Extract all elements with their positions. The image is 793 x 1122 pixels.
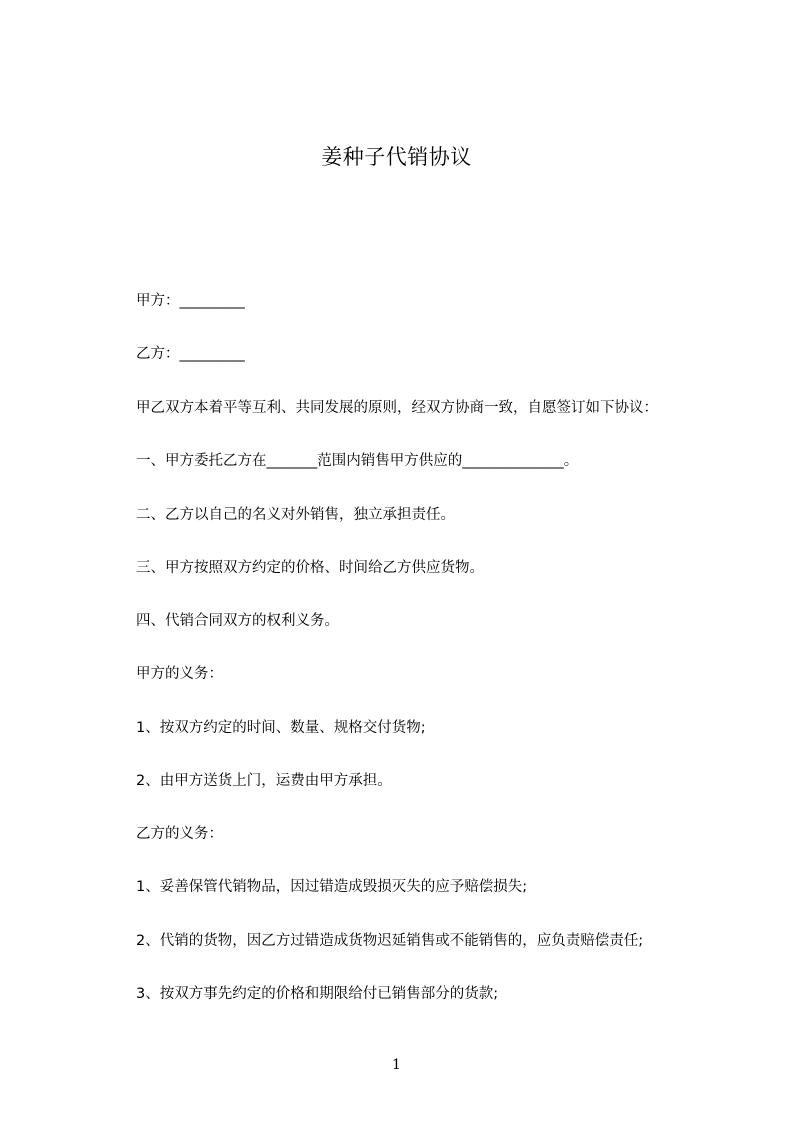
party-b-obligation-3: 3、按双方事先约定的价格和期限给付已销售部分的货款;	[136, 986, 499, 1002]
party-b-obligations-heading: 乙方的义务：	[136, 826, 223, 842]
page-number: 1	[392, 1057, 401, 1073]
preamble-paragraph: 甲乙双方本着平等互利、共同发展的原则，经双方协商一致，自愿签订如下协议：	[136, 400, 658, 416]
clause-3: 三、甲方按照双方约定的价格、时间给乙方供应货物。	[136, 560, 484, 576]
party-a-line: 甲方：_________	[136, 293, 245, 309]
document-title: 姜种子代销协议	[321, 145, 472, 169]
party-a-obligations-heading: 甲方的义务：	[136, 666, 223, 682]
party-a-obligation-2: 2、由甲方送货上门，运费由甲方承担。	[136, 773, 392, 789]
clause-2: 二、乙方以自己的名义对外销售，独立承担责任。	[136, 507, 455, 523]
clause-4: 四、代销合同双方的权利义务。	[136, 613, 339, 629]
party-b-obligation-2: 2、代销的货物，因乙方过错造成货物迟延销售或不能销售的，应负责赔偿责任;	[136, 933, 644, 949]
party-b-line: 乙方：_________	[136, 346, 245, 362]
party-a-obligation-1: 1、按双方约定的时间、数量、规格交付货物;	[136, 720, 426, 736]
clause-1: 一、甲方委托乙方在_______范围内销售甲方供应的______________。	[136, 453, 579, 469]
party-b-obligation-1: 1、妥善保管代销物品，因过错造成毁损灭失的应予赔偿损失;	[136, 879, 528, 895]
